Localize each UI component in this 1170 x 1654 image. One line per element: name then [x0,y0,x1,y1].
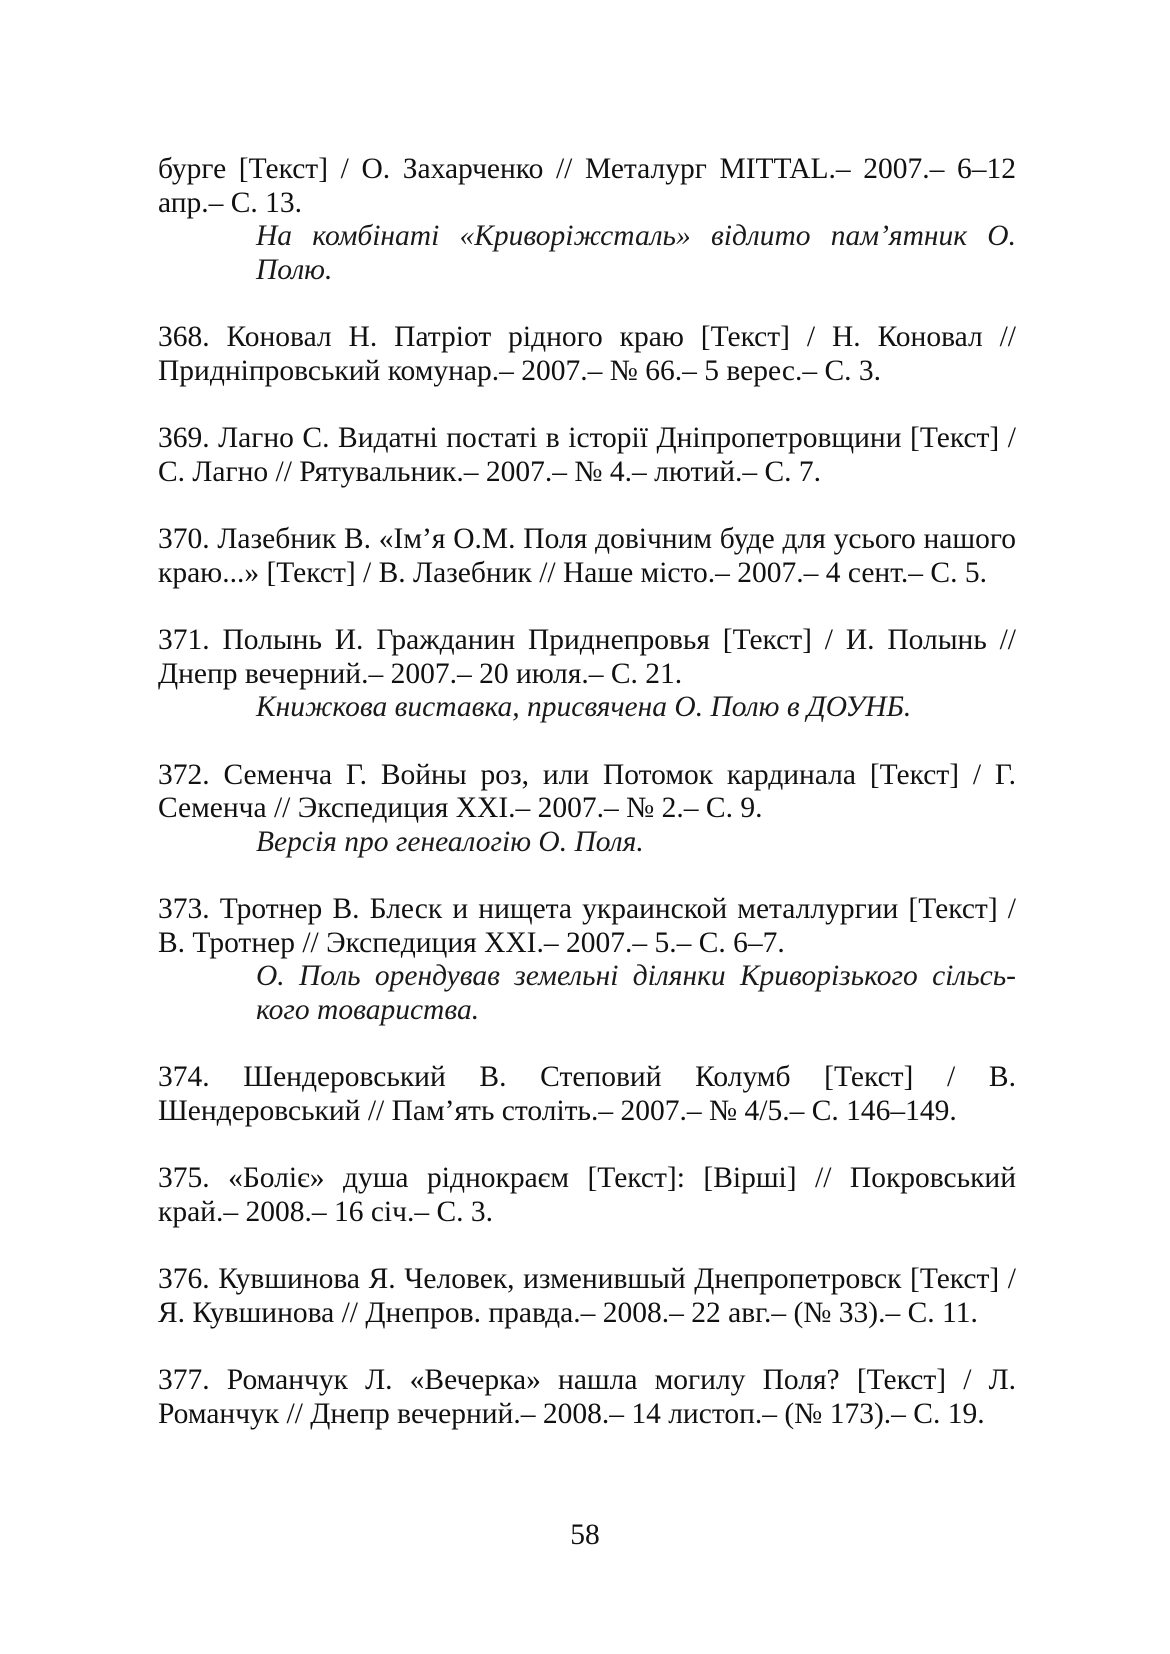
entry-annotation: О. Поль орендував земельні ділянки Криворізького сільсь-кого товариства. [256,960,1016,1026]
bibliography-entry-376 [158,1263,1016,1330]
entry-text: 377. Романчук Л. «Вечерка» нашла могилу Поля? [Текст] / Л. Романчук // Днепр вечерний.– 2008.– 14 листоп.– (№ 173).– С. 19. [158,1364,1016,1430]
bibliography-entry-370 [158,523,1016,590]
entry-text: 374. Шендеровський В. Степовий Колумб [Текст] / В. Шендеровський // Пам’ять століть.– 2007.– № 4/5.– С. 146–149. [158,1061,1016,1127]
bibliography-entry-375 [158,1162,1016,1229]
entry-text: 375. «Болiє» душа рiднокраєм [Текст]: [Вірші] // Покровський край.– 2008.– 16 січ.– С. 3. [158,1162,1016,1228]
page-number: 58 [570,1519,600,1551]
bibliography-entry-374 [158,1061,1016,1128]
bibliography-entry-continued [158,153,1016,287]
entry-annotation: Версія про генеалогію О. Поля. [256,825,644,858]
entry-text: 370. Лазебник В. «Ім’я О.М. Поля довічним буде для усього нашого краю...» [Текст] / В. Лазебник // Наше місто.– 2007.– 4 сент.– С. 5. [158,523,1016,589]
bibliography-entry-373 [158,893,1016,1027]
entry-text: 373. Тротнер В. Блеск и нищета украинской металлургии [Текст] / В. Тротнер // Экспедиция XXI.– 2007.– 5.– С. 6–7. [158,893,1016,959]
bibliography-page [158,153,1016,1465]
bibliography-entry-377 [158,1364,1016,1431]
entry-text: 371. Полынь И. Гражданин Приднепровья [Текст] / И. Полынь // Днепр вечерний.– 2007.– 20 июля.– С. 21. [158,624,1016,690]
bibliography-entry-371 [158,624,1016,725]
entry-text: 376. Кувшинова Я. Человек, изменившый Днепропетровск [Текст] / Я. Кувшинова // Днепров. правда.– 2008.– 22 авг.– (№ 33).– С. 11. [158,1263,1016,1329]
entry-text: 368. Коновал Н. Патріот рідного краю [Текст] / Н. Коновал // Придніпровський комунар.– 2007.– № 66.– 5 верес.– С. 3. [158,321,1016,387]
bibliography-entry-369 [158,422,1016,489]
entry-annotation: На комбінаті «Криворіжсталь» відлито пам’ятник О. Полю. [256,220,1016,286]
entry-text: 372. Семенча Г. Войны роз, или Потомок кардинала [Текст] / Г. Семенча // Экспедиция XXI.– 2007.– № 2.– С. 9. [158,758,1016,824]
bibliography-entry-368 [158,321,1016,388]
entry-text: бурге [Текст] / О. Захарченко // Металург MITTAL.– 2007.– 6–12 апр.– С. 13. [158,153,1016,219]
entry-annotation: Книжкова виставка, присвячена О. Полю в ДОУНБ. [256,691,912,723]
entry-text: 369. Лагно С. Видатні постаті в історії Дніпропетровщини [Текст] / С. Лагно // Рятувальник.– 2007.– № 4.– лютий.– С. 7. [158,422,1016,488]
bibliography-entry-372 [158,759,1016,860]
